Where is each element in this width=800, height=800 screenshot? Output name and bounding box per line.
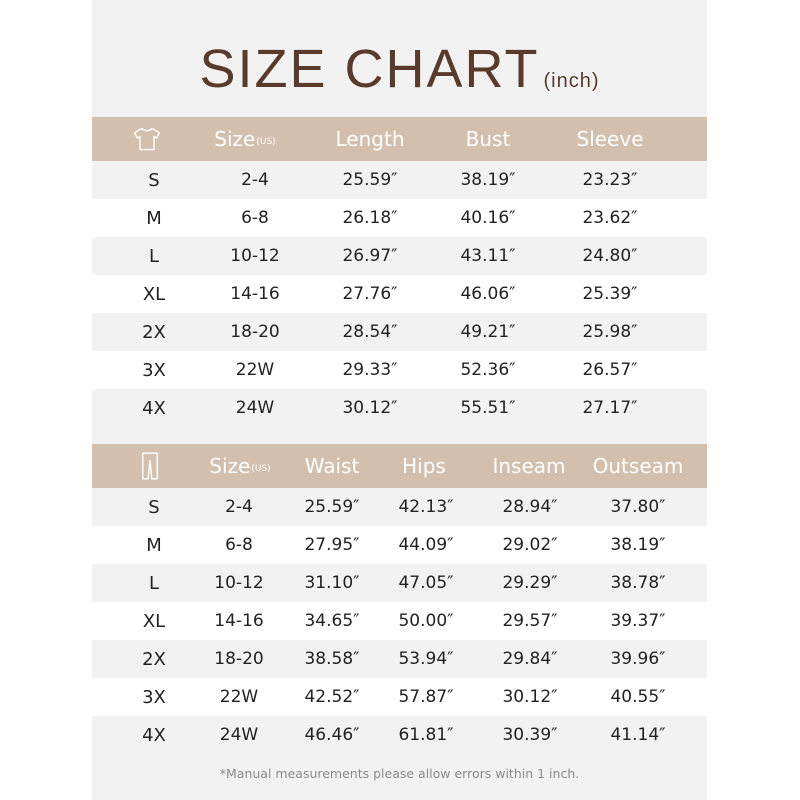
title-text: SIZE CHART bbox=[199, 39, 540, 99]
tops-cell: 23.23″ bbox=[582, 170, 638, 190]
bottoms-cell: 4X bbox=[142, 724, 166, 746]
tops-row bbox=[92, 351, 707, 389]
bottoms-row bbox=[92, 564, 707, 602]
bottoms-cell: 18-20 bbox=[214, 649, 264, 669]
tops-cell: 26.57″ bbox=[582, 360, 638, 380]
bottoms-cell: 27.95″ bbox=[304, 535, 360, 555]
tops-cell: 26.18″ bbox=[342, 208, 398, 228]
title-unit: (inch) bbox=[543, 70, 600, 92]
bottoms-cell: 29.57″ bbox=[502, 611, 558, 631]
bottoms-cell: 29.29″ bbox=[502, 573, 558, 593]
bottoms-row bbox=[92, 640, 707, 678]
tops-cell: S bbox=[148, 169, 160, 191]
bottoms-cell: 28.94″ bbox=[502, 497, 558, 517]
bottoms-cell: 42.52″ bbox=[304, 687, 360, 707]
bottoms-cell: 3X bbox=[142, 686, 166, 708]
bottoms-cell: L bbox=[148, 572, 160, 594]
tops-cell: 22W bbox=[235, 360, 275, 380]
tops-cell: 28.54″ bbox=[342, 322, 398, 342]
tops-row bbox=[92, 313, 707, 351]
bottoms-cell: XL bbox=[142, 610, 166, 632]
tops-cell: 24W bbox=[235, 398, 275, 418]
tops-cell: 49.21″ bbox=[460, 322, 516, 342]
tops-row bbox=[92, 237, 707, 275]
tops-cell: XL bbox=[142, 283, 166, 305]
bottoms-cell: 29.02″ bbox=[502, 535, 558, 555]
tops-cell: L bbox=[148, 245, 160, 267]
bottoms-cell: 38.19″ bbox=[610, 535, 666, 555]
tops-cell: 46.06″ bbox=[460, 284, 516, 304]
tops-row bbox=[92, 199, 707, 237]
tops-cell: 27.76″ bbox=[342, 284, 398, 304]
tops-cell: 10-12 bbox=[230, 246, 280, 266]
bottoms-cell: 38.78″ bbox=[610, 573, 666, 593]
bottoms-header-outseam: Outseam bbox=[592, 454, 684, 478]
bottoms-row bbox=[92, 526, 707, 564]
tops-cell: 27.17″ bbox=[582, 398, 638, 418]
bottoms-header-row bbox=[92, 444, 707, 488]
bottoms-row bbox=[92, 716, 707, 754]
tops-cell: 25.59″ bbox=[342, 170, 398, 190]
bottoms-cell: 39.37″ bbox=[610, 611, 666, 631]
tops-header-length: Length bbox=[335, 127, 405, 151]
bottoms-header-waist: Waist bbox=[304, 454, 360, 478]
bottoms-row bbox=[92, 678, 707, 716]
footnote: *Manual measurements please allow errors within 1 inch. bbox=[219, 766, 580, 781]
bottoms-cell: 37.80″ bbox=[610, 497, 666, 517]
bottoms-cell: 2X bbox=[142, 648, 166, 670]
bottoms-cell: 14-16 bbox=[214, 611, 264, 631]
bottoms-cell: 2-4 bbox=[225, 497, 253, 517]
bottoms-row bbox=[92, 488, 707, 526]
tops-cell: 24.80″ bbox=[582, 246, 638, 266]
bottoms-cell: 61.81″ bbox=[398, 725, 454, 745]
tops-cell: 2X bbox=[142, 321, 166, 343]
tops-header-size: Size (US) bbox=[214, 127, 276, 151]
tops-cell: 25.39″ bbox=[582, 284, 638, 304]
tops-size-table bbox=[92, 117, 707, 427]
bottoms-cell: 40.55″ bbox=[610, 687, 666, 707]
bottoms-cell: 34.65″ bbox=[304, 611, 360, 631]
tops-cell: 30.12″ bbox=[342, 398, 398, 418]
bottoms-cell: 24W bbox=[219, 725, 259, 745]
tops-cell: 55.51″ bbox=[460, 398, 516, 418]
tops-header-sleeve: Sleeve bbox=[576, 127, 644, 151]
page-title bbox=[92, 38, 707, 100]
pants-icon bbox=[140, 444, 160, 488]
bottoms-cell: 10-12 bbox=[214, 573, 264, 593]
tops-cell: 40.16″ bbox=[460, 208, 516, 228]
bottoms-header-size: Size (US) bbox=[209, 454, 271, 478]
tops-cell: 52.36″ bbox=[460, 360, 516, 380]
bottoms-cell: S bbox=[148, 496, 160, 518]
tops-cell: 26.97″ bbox=[342, 246, 398, 266]
bottoms-cell: 44.09″ bbox=[398, 535, 454, 555]
bottoms-cell: 50.00″ bbox=[398, 611, 454, 631]
tops-cell: 25.98″ bbox=[582, 322, 638, 342]
tops-cell: 3X bbox=[142, 359, 166, 381]
tops-cell: 23.62″ bbox=[582, 208, 638, 228]
bottoms-cell: 47.05″ bbox=[398, 573, 454, 593]
bottoms-cell: 25.59″ bbox=[304, 497, 360, 517]
bottoms-size-table bbox=[92, 444, 707, 754]
bottoms-cell: 42.13″ bbox=[398, 497, 454, 517]
bottoms-cell: 46.46″ bbox=[304, 725, 360, 745]
tops-cell: 38.19″ bbox=[460, 170, 516, 190]
bottoms-row bbox=[92, 602, 707, 640]
bottoms-cell: 6-8 bbox=[225, 535, 253, 555]
tops-row bbox=[92, 389, 707, 427]
tops-row bbox=[92, 275, 707, 313]
bottoms-cell: 57.87″ bbox=[398, 687, 454, 707]
bottoms-header-inseam: Inseam bbox=[492, 454, 566, 478]
tops-cell: 43.11″ bbox=[460, 246, 516, 266]
bottoms-cell: 41.14″ bbox=[610, 725, 666, 745]
tops-row bbox=[92, 161, 707, 199]
tops-cell: 18-20 bbox=[230, 322, 280, 342]
bottoms-cell: 30.39″ bbox=[502, 725, 558, 745]
bottoms-cell: M bbox=[146, 534, 162, 556]
tops-cell: 14-16 bbox=[230, 284, 280, 304]
tops-cell: 2-4 bbox=[241, 170, 269, 190]
tops-cell: 6-8 bbox=[241, 208, 269, 228]
tops-cell: 29.33″ bbox=[342, 360, 398, 380]
bottoms-cell: 30.12″ bbox=[502, 687, 558, 707]
bottoms-cell: 22W bbox=[219, 687, 259, 707]
bottoms-header-hips: Hips bbox=[402, 454, 446, 478]
tops-cell: 4X bbox=[142, 397, 166, 419]
tops-header-row bbox=[92, 117, 707, 161]
tshirt-icon bbox=[132, 117, 162, 161]
tops-cell: M bbox=[146, 207, 162, 229]
bottoms-cell: 38.58″ bbox=[304, 649, 360, 669]
bottoms-cell: 31.10″ bbox=[304, 573, 360, 593]
bottoms-cell: 39.96″ bbox=[610, 649, 666, 669]
bottoms-cell: 53.94″ bbox=[398, 649, 454, 669]
bottoms-cell: 29.84″ bbox=[502, 649, 558, 669]
tops-header-bust: Bust bbox=[465, 127, 511, 151]
